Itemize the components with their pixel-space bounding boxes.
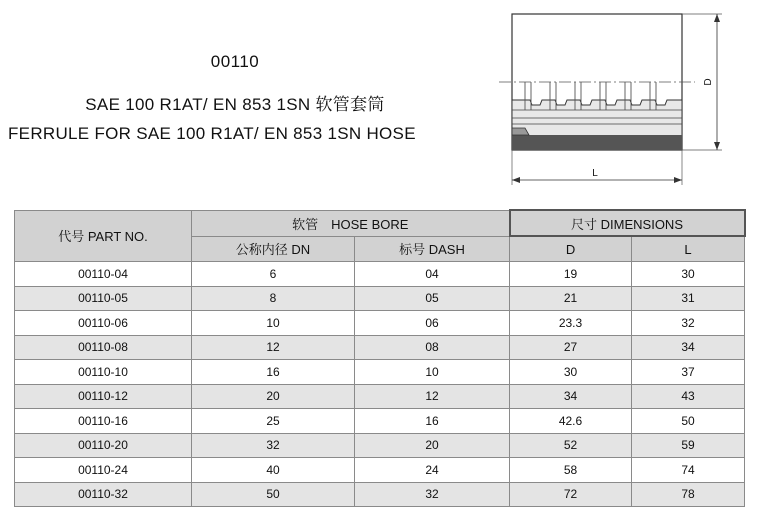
header-part-no: 代号 PART NO. [15, 210, 192, 262]
dimension-d-label: D [703, 78, 714, 86]
table-row [15, 482, 745, 507]
cell-part: 00110-10 [15, 360, 192, 385]
cell-l: 74 [632, 458, 745, 483]
cell-dn: 16 [192, 360, 355, 385]
table-row [15, 433, 745, 458]
cell-dash: 20 [355, 433, 510, 458]
cell-l: 30 [632, 262, 745, 287]
cell-d: 27 [510, 335, 632, 360]
cell-dn: 12 [192, 335, 355, 360]
cell-dash: 08 [355, 335, 510, 360]
cell-l: 34 [632, 335, 745, 360]
header-dimensions: 尺寸 DIMENSIONS [510, 210, 745, 236]
cell-dash: 12 [355, 384, 510, 409]
cell-l: 37 [632, 360, 745, 385]
cell-l: 31 [632, 286, 745, 311]
cell-part: 00110-12 [15, 384, 192, 409]
cell-part: 00110-24 [15, 458, 192, 483]
cell-d: 58 [510, 458, 632, 483]
cell-dash: 06 [355, 311, 510, 336]
cell-d: 42.6 [510, 409, 632, 434]
table-row [15, 458, 745, 483]
cell-part: 00110-05 [15, 286, 192, 311]
cell-dash: 05 [355, 286, 510, 311]
cell-dn: 8 [192, 286, 355, 311]
cell-dash: 16 [355, 409, 510, 434]
header-dn: 公称内径 DN [192, 236, 355, 262]
header-dash: 标号 DASH [355, 236, 510, 262]
cell-part: 00110-06 [15, 311, 192, 336]
cell-l: 50 [632, 409, 745, 434]
product-subtitle-cn: SAE 100 R1AT/ EN 853 1SN 软管套筒 [85, 95, 385, 114]
cell-dn: 20 [192, 384, 355, 409]
cell-d: 52 [510, 433, 632, 458]
table-row [15, 335, 745, 360]
cell-dn: 40 [192, 458, 355, 483]
cell-part: 00110-16 [15, 409, 192, 434]
cell-l: 59 [632, 433, 745, 458]
table-row [15, 384, 745, 409]
table-row [15, 409, 745, 434]
cell-part: 00110-08 [15, 335, 192, 360]
cell-l: 78 [632, 482, 745, 507]
table-row [15, 311, 745, 336]
cell-l: 32 [632, 311, 745, 336]
cell-part: 00110-32 [15, 482, 192, 507]
dimension-l-label: L [592, 168, 598, 179]
cell-d: 21 [510, 286, 632, 311]
cell-part: 00110-20 [15, 433, 192, 458]
spec-table-body [15, 262, 745, 507]
cell-d: 19 [510, 262, 632, 287]
document-header [0, 0, 490, 200]
ferrule-technical-drawing [495, 0, 735, 195]
header-d: D [510, 236, 632, 262]
table-row [15, 360, 745, 385]
table-row [15, 262, 745, 287]
cell-dn: 6 [192, 262, 355, 287]
cell-dn: 10 [192, 311, 355, 336]
cell-part: 00110-04 [15, 262, 192, 287]
table-row [15, 286, 745, 311]
cell-dash: 10 [355, 360, 510, 385]
cell-dn: 50 [192, 482, 355, 507]
header-l: L [632, 236, 745, 262]
header-hose-bore: 软管 HOSE BORE [192, 210, 510, 236]
cell-d: 30 [510, 360, 632, 385]
product-code: 00110 [210, 52, 260, 71]
cell-d: 23.3 [510, 311, 632, 336]
cell-l: 43 [632, 384, 745, 409]
cell-dash: 24 [355, 458, 510, 483]
product-subtitle-en: FERRULE FOR SAE 100 R1AT/ EN 853 1SN HOSE [8, 124, 416, 143]
cell-dash: 32 [355, 482, 510, 507]
ferrule-spec-table [14, 209, 746, 507]
cell-dash: 04 [355, 262, 510, 287]
cell-d: 34 [510, 384, 632, 409]
cell-dn: 32 [192, 433, 355, 458]
cell-d: 72 [510, 482, 632, 507]
cell-dn: 25 [192, 409, 355, 434]
